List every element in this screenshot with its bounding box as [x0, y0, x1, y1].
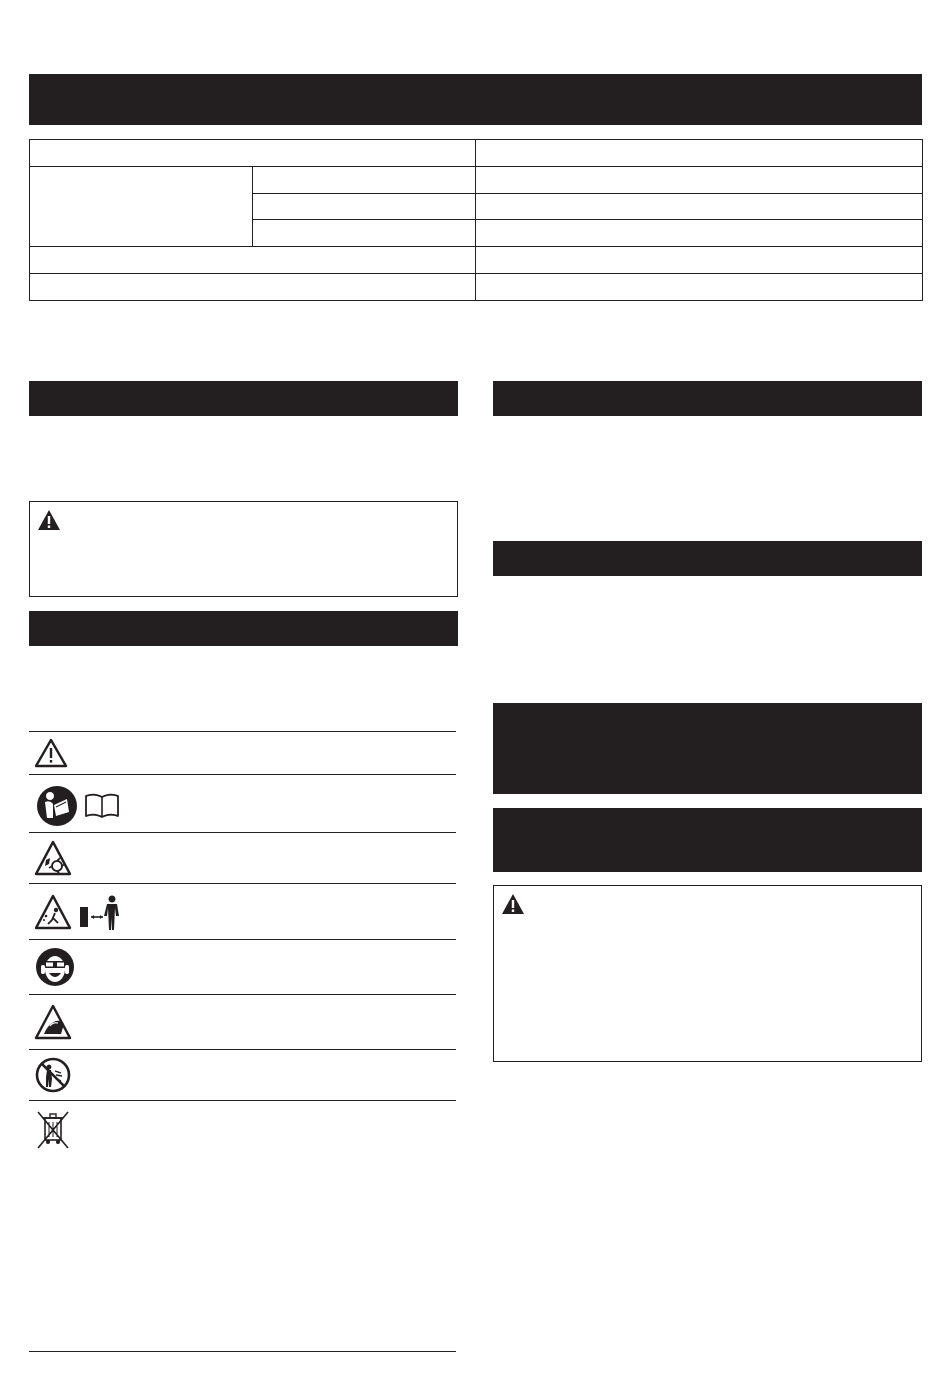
table-cell	[476, 140, 923, 167]
table-cell	[253, 194, 476, 220]
symbol-rule	[29, 1351, 456, 1352]
section-header-bar-left-2	[29, 611, 458, 646]
symbol-rule	[29, 731, 456, 732]
table-cell	[30, 140, 476, 167]
table-cell	[30, 274, 476, 301]
section-header-bar-right-2	[493, 541, 922, 576]
manual-book-icon	[84, 792, 120, 820]
table-row	[30, 167, 923, 194]
table-row	[30, 274, 923, 301]
notice-panel-dark-2	[493, 808, 922, 872]
page-header-bar	[29, 74, 922, 125]
table-cell	[30, 167, 253, 247]
table-row	[30, 247, 923, 274]
table-cell	[476, 247, 923, 274]
no-hands-icon	[35, 1057, 71, 1093]
warning-triangle-icon	[34, 738, 68, 768]
warning-box-left	[29, 501, 458, 597]
table-cell	[476, 274, 923, 301]
eye-ear-protection-icon	[35, 947, 75, 987]
table-row	[30, 140, 923, 167]
notice-panel-dark-1	[493, 703, 922, 794]
symbol-rule	[29, 1100, 456, 1101]
rotating-blade-hazard-icon	[34, 840, 72, 876]
symbol-rule	[29, 774, 456, 775]
table-cell	[253, 167, 476, 194]
table-cell	[30, 247, 476, 274]
read-manual-icon	[36, 785, 78, 827]
table-cell	[253, 220, 476, 247]
debris-hazard-icon	[34, 1004, 72, 1040]
symbol-rule	[29, 939, 456, 940]
specifications-table	[29, 139, 923, 301]
symbol-rule	[29, 1049, 456, 1050]
warning-triangle-icon	[37, 509, 61, 531]
symbol-rule	[29, 994, 456, 995]
warning-box-right	[493, 885, 922, 1062]
section-header-bar-left-1	[29, 381, 458, 416]
thrown-objects-hazard-icon	[34, 894, 72, 930]
section-header-bar-right-1	[493, 381, 922, 416]
keep-bystanders-away-icon	[79, 894, 121, 932]
weee-disposal-icon	[36, 1110, 70, 1150]
warning-triangle-icon	[501, 893, 525, 915]
table-cell	[476, 167, 923, 194]
table-cell	[476, 220, 923, 247]
symbol-rule	[29, 883, 456, 884]
table-cell	[476, 194, 923, 220]
symbol-rule	[29, 832, 456, 833]
